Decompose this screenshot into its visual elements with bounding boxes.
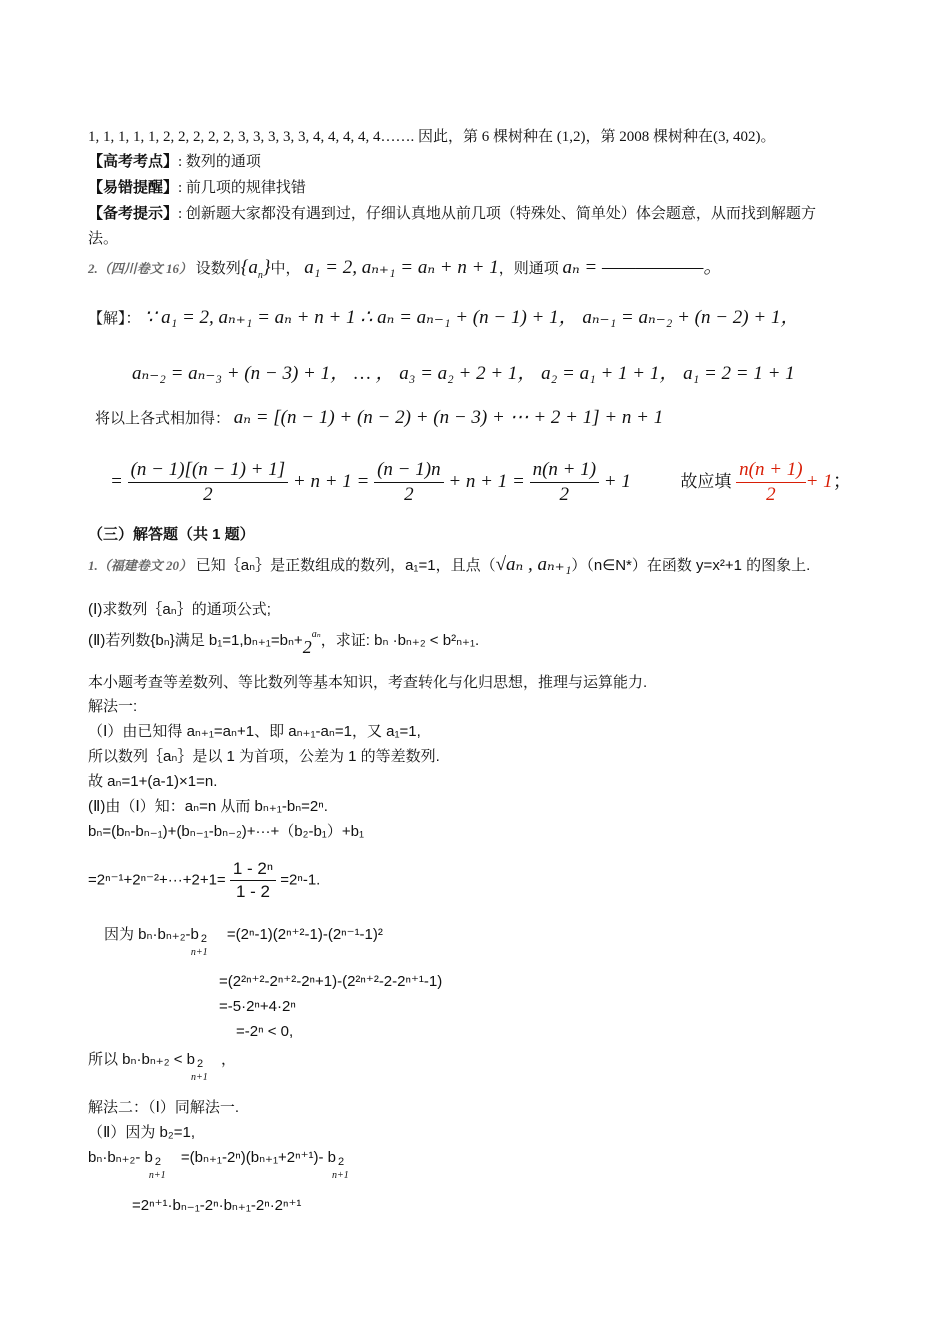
method-2-line-2 [88, 1148, 356, 1181]
exam-point-label: 【高考考点】 [88, 154, 179, 170]
answer-fraction [736, 458, 805, 507]
prep-tip-text: : 创新题大家都没有遇到过，仔细认真地从前几项（特殊处、简单处）体会题意，从而找到解题方 [178, 206, 816, 222]
solution-label: 【解】： [88, 311, 141, 327]
method-2-b-square-sub-2 [332, 1148, 356, 1181]
fraction-b-num: (n − 1)n [374, 458, 443, 483]
method-2-heading: 解法二：（Ⅰ）同解法一. [88, 1099, 240, 1116]
problem-2-text: 设数列 [195, 261, 241, 277]
method-1-line-3: 故 aₙ=1+(a-1)×1=n. [88, 773, 218, 790]
solution-line-4 [110, 458, 852, 507]
exam-point-text: : 数列的通项 [178, 154, 261, 170]
method-2-expr: bₙ·bₙ₊₂- b [88, 1149, 153, 1166]
method-1-line-11 [88, 1050, 236, 1083]
method-2-expansion: =(bₙ₊₁-2ⁿ)(bₙ₊₁+2ⁿ⁺¹)- b [180, 1149, 337, 1166]
part-ii-text: (Ⅱ)若列数{bₙ}满足 b₁=1,bₙ₊₁=bₙ+ [88, 632, 303, 649]
square-exponent: 2 [200, 933, 208, 945]
method-1-line-5: bₙ=(bₙ-bₙ₋₁)+(bₙ₋₁-bₙ₋₂)+···+（b₂-b₁）+b₁ [88, 823, 365, 840]
conclusion-text: 所以 bₙ·bₙ₊₂ < b [88, 1051, 195, 1068]
solution-line-1 [88, 308, 799, 329]
sum-instruction: 将以上各式相加得： [95, 411, 231, 427]
method-1-line-2: 所以数列｛aₙ｝是以 1 为首项，公差为 1 的等差数列. [88, 748, 440, 765]
solution-line-3 [95, 408, 663, 429]
method-2-square-exponent-2: 2 [338, 1156, 345, 1168]
fraction-a-num: (n − 1)[(n − 1) + 1] [128, 458, 289, 483]
question-1-text: 已知｛aₙ｝是正数组成的数列，a₁=1，且点（ [195, 557, 496, 574]
fraction-c [530, 458, 599, 507]
part-ii-tail: ，求证: bₙ ·bₙ₊₂ < b²ₙ₊₁. [320, 632, 480, 649]
answer-fraction-num: n(n + 1) [736, 458, 805, 483]
sum-formula: aₙ = [(n − 1) + (n − 2) + (n − 3) + ⋯ + 2 + 1] + n + 1 [233, 407, 664, 428]
method-1-line-10: =-2ⁿ < 0, [236, 1023, 294, 1040]
b-square-sub [190, 925, 227, 958]
geometric-fraction [230, 858, 276, 903]
question-1-line [88, 555, 810, 576]
prep-tip-label: 【备考提示】 [88, 206, 179, 222]
fraction-c-num: n(n + 1) [530, 458, 599, 483]
problem-2-answer-blank: aₙ = ——————。 [562, 257, 723, 278]
method-1-line-7 [104, 925, 383, 958]
exam-point-line [88, 152, 261, 172]
method-1-line-1: （Ⅰ）由已知得 aₙ₊₁=aₙ+1、即 aₙ₊₁-aₙ=1，又 a₁=1, [88, 723, 421, 740]
method-1-line-9: =-5·2ⁿ+4·2ⁿ [219, 998, 296, 1015]
problem-2-line [88, 258, 722, 286]
method-1-line-4: (Ⅱ)由（Ⅰ）知：aₙ=n 从而 bₙ₊₁-bₙ=2ⁿ. [88, 798, 328, 815]
sequence-symbol: $\{a_n\}$ [240, 257, 271, 281]
answer-plus-1: + 1 [805, 470, 833, 492]
method-1-heading: 解法一: [88, 698, 138, 715]
text-line-sequence: 1, 1, 1, 1, 1, 2, 2, 2, 2, 2, 3, 3, 3, 3, 3, 4, 4, 4, 4, 4……. 因此，第 6 棵树种在 (1,2)，第 2008 棵树种在(3, 402)。 [88, 129, 776, 145]
method-2-line-1: （Ⅱ）因为 b₂=1, [88, 1124, 195, 1141]
conclusion-square-exponent: 2 [196, 1058, 204, 1070]
question-1-tail: ）（n∈N*）在函数 y=x²+1 的图象上. [571, 557, 811, 574]
question-1-part-i: (Ⅰ)求数列｛aₙ｝的通项公式; [88, 601, 271, 618]
section-3-heading: （三）解答题（共 1 题） [88, 526, 255, 543]
solution-formula-2: aₙ₋₂ = aₙ₋₃ + (n − 3) + 1， … ， a₃ = a₂ + 2 + 1， a₂ = a₁ + 1 + 1， a₁ = 2 = 1 + 1 [132, 363, 795, 384]
prep-tip-line [88, 204, 816, 224]
because-expression: 因为 bₙ·bₙ₊₂-b [104, 926, 199, 943]
plus-n-plus-1-a: + n + 1 = [292, 470, 370, 492]
conclusion-comma: ， [220, 1051, 236, 1068]
plus-n-plus-1-b: + n + 1 = [448, 470, 525, 492]
power-base: 2 [302, 637, 312, 657]
intro-line: 本小题考查等差数列、等比数列等基本知识，考查转化与化归思想，推理与运算能力. [88, 674, 648, 691]
error-warning-line [88, 178, 306, 198]
problem-2-formula: a₁ = 2, aₙ₊₁ = aₙ + n + 1 [304, 257, 499, 278]
problem-2-tag: 2.（四川卷文 16） [88, 261, 193, 276]
method-2-square-exponent: 2 [154, 1156, 162, 1168]
error-warning-text: : 前几项的规律找错 [178, 180, 306, 196]
answer-fraction-den: 2 [766, 484, 776, 505]
question-1-tag: 1.（福建卷文 20） [88, 558, 193, 573]
power-exponent: aₙ [311, 629, 321, 640]
prep-tip-continuation: 法。 [88, 231, 119, 247]
problem-2-tail: ，则通项 [498, 261, 559, 277]
problem-2-mid: 中， [270, 261, 301, 277]
fraction-b [374, 458, 443, 507]
method-2-b-square-sub [148, 1148, 181, 1181]
method-2-index-2: n+1 [332, 1170, 349, 1181]
plus-1: + 1 [603, 470, 631, 492]
method-2-line-3: =2ⁿ⁺¹·bₙ₋₁-2ⁿ·bₙ₊₁-2ⁿ·2ⁿ⁺¹ [132, 1197, 302, 1214]
question-1-point: √aₙ , aₙ₊₁ [495, 554, 572, 575]
geometric-fraction-den: 1 - 2 [235, 882, 270, 901]
method-2-index: n+1 [148, 1170, 166, 1181]
question-1-part-ii [88, 627, 480, 657]
answer-end: ； [832, 470, 852, 492]
method-1-line-6 [88, 858, 320, 903]
solution-line-2 [132, 364, 795, 385]
conclusion-b-square-sub [190, 1050, 221, 1083]
method-1-line-8: =(2²ⁿ⁺²-2ⁿ⁺²-2ⁿ+1)-(2²ⁿ⁺²-2-2ⁿ⁺¹-1) [219, 973, 443, 990]
index-n-plus-1: n+1 [190, 947, 208, 958]
geometric-sum: =2ⁿ⁻¹+2ⁿ⁻²+···+2+1= [88, 871, 226, 889]
equals-sign: = [110, 470, 123, 492]
fraction-a [128, 458, 289, 507]
conclusion-index: n+1 [190, 1072, 208, 1083]
fraction-b-den: 2 [404, 484, 414, 505]
because-expansion: =(2ⁿ-1)(2ⁿ⁺²-1)-(2ⁿ⁻¹-1)² [226, 926, 383, 943]
geometric-result: =2ⁿ-1. [280, 871, 321, 889]
solution-formula-1: ∵ a₁ = 2, aₙ₊₁ = aₙ + n + 1 ∴ aₙ = aₙ₋₁ + (n − 1) + 1， aₙ₋₁ = aₙ₋₂ + (n − 2) + 1， [144, 307, 800, 328]
fraction-c-den: 2 [559, 484, 570, 505]
geometric-fraction-num: 1 - 2ⁿ [230, 858, 276, 881]
fraction-a-den: 2 [203, 484, 213, 505]
error-warning-label: 【易错提醒】 [88, 180, 179, 196]
answer-fill-label: 故应填 [680, 471, 732, 491]
